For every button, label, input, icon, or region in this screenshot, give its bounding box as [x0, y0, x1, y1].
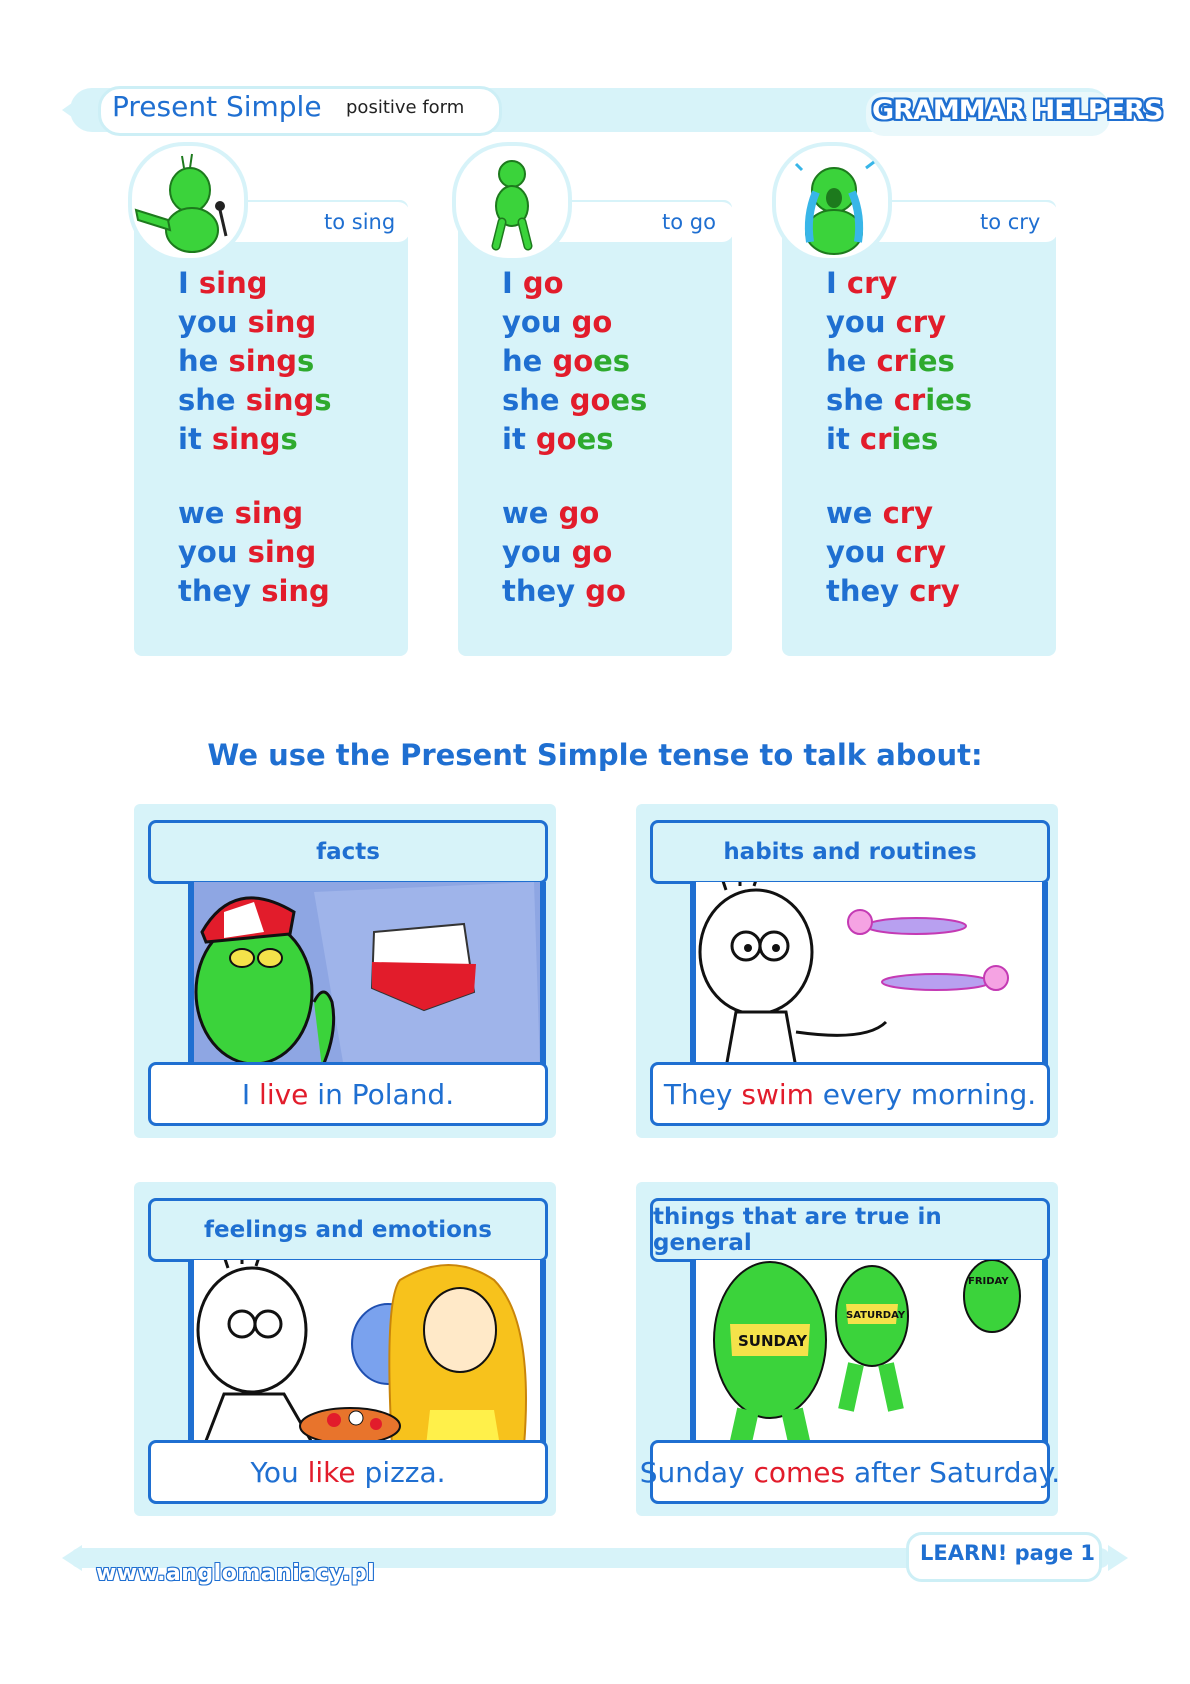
conj-row: I cry — [826, 266, 898, 300]
days-walk-icon — [696, 1260, 1042, 1446]
conj-row: it cries — [826, 422, 939, 456]
conj-row: she sings — [178, 383, 332, 417]
conj-row: you go — [502, 535, 613, 569]
conj-row: they go — [502, 574, 626, 608]
conj-row: we go — [502, 496, 600, 530]
conj-row: she cries — [826, 383, 973, 417]
conj-row: you cry — [826, 535, 946, 569]
friday-shirt-label: FRIDAY — [968, 1276, 1009, 1287]
usage-label: things that are true in general — [650, 1198, 1050, 1262]
conj-row: it sings — [178, 422, 298, 456]
usage-label: facts — [148, 820, 548, 884]
example-sentence: They swim every morning. — [650, 1062, 1050, 1126]
conj-row: we cry — [826, 496, 933, 530]
crier-icon — [776, 146, 888, 258]
footer-arrow — [1108, 1545, 1128, 1571]
conj-row: you cry — [826, 305, 946, 339]
crier-avatar — [772, 142, 892, 262]
singer-avatar — [128, 142, 248, 262]
usage-label: feelings and emotions — [148, 1198, 548, 1262]
usage-heading: We use the Present Simple tense to talk about: — [207, 738, 983, 772]
conj-row: she goes — [502, 383, 648, 417]
page-title: Present Simple — [112, 90, 322, 123]
conj-row: you sing — [178, 535, 317, 569]
conj-row: you go — [502, 305, 613, 339]
general-truths-illustration — [690, 1260, 1048, 1446]
conj-row: I sing — [178, 266, 268, 300]
swimmers-icon — [696, 882, 1042, 1068]
sunday-shirt-label: SUNDAY — [738, 1332, 808, 1350]
verb-infinitive: to sing — [324, 210, 396, 234]
conj-row: he cries — [826, 344, 955, 378]
usage-label: habits and routines — [650, 820, 1050, 884]
poland-map-icon — [194, 882, 540, 1068]
conj-row: he sings — [178, 344, 315, 378]
habits-illustration — [690, 882, 1048, 1068]
conj-row: he goes — [502, 344, 631, 378]
page-subtitle: positive form — [346, 97, 465, 118]
verb-infinitive: to cry — [980, 210, 1041, 234]
saturday-shirt-label: SATURDAY — [846, 1310, 906, 1321]
feelings-illustration — [188, 1260, 546, 1446]
brand-logo: GRAMMAR HELPERS — [872, 95, 1163, 126]
walker-avatar — [452, 142, 572, 262]
example-sentence: I live in Poland. — [148, 1062, 548, 1126]
conjugation-list-go — [502, 264, 647, 611]
conjugation-list-sing — [178, 264, 332, 611]
conj-row: they cry — [826, 574, 960, 608]
walker-icon — [456, 146, 568, 258]
verb-infinitive: to go — [662, 210, 716, 234]
singer-icon — [132, 146, 244, 258]
website-link[interactable]: www.anglomaniacy.pl — [96, 1561, 376, 1586]
conj-row: they sing — [178, 574, 330, 608]
example-sentence: Sunday comes after Saturday. — [650, 1440, 1050, 1504]
facts-illustration — [188, 882, 546, 1068]
conjugation-list-cry — [826, 264, 972, 611]
conj-row: I go — [502, 266, 564, 300]
conj-row: it goes — [502, 422, 614, 456]
conj-row: we sing — [178, 496, 304, 530]
pizza-scene-icon — [194, 1260, 540, 1446]
example-sentence: You like pizza. — [148, 1440, 548, 1504]
conj-row: you sing — [178, 305, 317, 339]
page-number: LEARN! page 1 — [920, 1541, 1096, 1565]
